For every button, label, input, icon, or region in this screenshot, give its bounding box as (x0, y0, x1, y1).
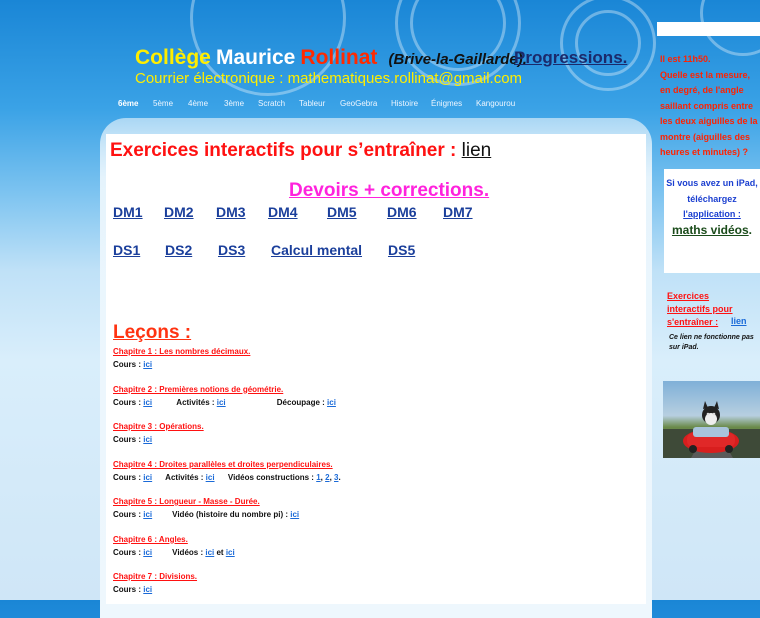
devoirs-link[interactable]: Devoirs + corrections. (289, 180, 490, 201)
resource-link[interactable]: ici (143, 397, 153, 407)
sidebar-exercices-lien-link[interactable]: lien (731, 316, 747, 326)
ds3-link[interactable]: DS3 (218, 242, 246, 258)
exercices-label: Exercices interactifs pour s’entraîner : (110, 140, 457, 161)
dm6-link[interactable]: DM6 (387, 204, 417, 220)
chapter-resources-line (113, 435, 152, 444)
resource-label: , (320, 472, 326, 482)
lecons-heading: Leçons : (113, 322, 192, 343)
chapter-resources-line (113, 585, 152, 594)
resource-label: Cours : (113, 435, 144, 444)
calcul-mental-link[interactable]: Calcul mental (271, 242, 363, 258)
chapter-resources-line (113, 510, 299, 519)
ds2-link[interactable]: DS2 (165, 242, 193, 258)
clock-puzzle-text: Il est 11h50. Quelle est la mesure, en degré, de l'angle saillant compris entre les deux aiguilles de la montre (aiguilles des heures et minutes) ? (660, 54, 758, 157)
cat-car-photo (663, 381, 760, 458)
title-place: (Brive-la-Gaillarde). (388, 51, 527, 68)
ipad-dot: . (748, 222, 753, 237)
nav-item-scratch[interactable]: Scratch (258, 99, 286, 108)
nav-item-3eme[interactable]: 3ème (224, 99, 245, 108)
sidebar-top-box (657, 22, 760, 36)
resource-label: Cours : (113, 510, 144, 519)
ds1-link[interactable]: DS1 (113, 242, 141, 258)
title-part-maurice: Maurice (215, 46, 296, 69)
chapter-resources-line (113, 473, 341, 482)
resource-label: Découpage : (225, 397, 328, 407)
dm7-link[interactable]: DM7 (443, 204, 473, 220)
nav-item-kangourou[interactable]: Kangourou (476, 99, 516, 108)
resource-label: . (338, 472, 341, 482)
exercices-heading (110, 140, 491, 162)
nav-item-geogebra[interactable]: GeoGebra (340, 99, 378, 108)
nav-item-6eme[interactable]: 6ème (118, 99, 139, 108)
email-line[interactable]: Courrier électronique : mathematiques.rollinat@gmail.com (135, 70, 523, 87)
nav-item-5eme[interactable]: 5ème (153, 99, 174, 108)
resource-label: Cours : (113, 472, 144, 482)
nav-item-histoire[interactable]: Histoire (391, 99, 419, 108)
resource-link[interactable]: ici (290, 510, 300, 519)
sidebar-ipad-note: Ce lien ne fonctionne pas sur iPad. (669, 334, 754, 351)
cat-car-illustration (663, 381, 760, 458)
chapter-title[interactable]: Chapitre 4 : Droites parallèles et droites perpendiculaires. (113, 459, 333, 469)
chapter-resources-line (113, 398, 336, 407)
resource-label: Vidéos constructions : (214, 472, 317, 482)
chapter-title[interactable]: Chapitre 3 : Opérations. (113, 422, 204, 431)
resource-link[interactable]: ici (143, 360, 153, 369)
nav-item-tableur[interactable]: Tableur (299, 99, 326, 108)
resource-link[interactable]: ici (205, 472, 215, 482)
resource-link[interactable]: ici (143, 585, 153, 594)
maths-videos-link[interactable]: maths vidéos (671, 222, 749, 237)
ipad-line-2: téléchargez (687, 193, 737, 204)
chapter-title[interactable]: Chapitre 2 : Premières notions de géométrie. (113, 384, 284, 394)
site-title (135, 46, 527, 70)
resource-link[interactable]: ici (143, 472, 153, 482)
nav-item-4eme[interactable]: 4ème (188, 99, 209, 108)
chapter-title[interactable]: Chapitre 1 : Les nombres décimaux. (113, 347, 251, 356)
resource-label: Cours : (113, 397, 144, 407)
resource-link[interactable]: 2 (325, 472, 330, 482)
resource-label: Vidéos : (152, 547, 206, 557)
dm1-link[interactable]: DM1 (113, 204, 143, 220)
resource-link[interactable]: ici (327, 397, 336, 407)
resource-link[interactable]: ici (216, 397, 226, 407)
resource-link[interactable]: 1 (316, 472, 321, 482)
dm3-link[interactable]: DM3 (216, 204, 246, 220)
dm2-link[interactable]: DM2 (164, 204, 194, 220)
ipad-line-3: l'application : (683, 209, 741, 219)
chapter-resources-line (113, 360, 152, 369)
ds5-link[interactable]: DS5 (388, 242, 416, 258)
resource-label: et (214, 547, 226, 557)
dm4-link[interactable]: DM4 (268, 204, 298, 220)
exercices-lien-link[interactable]: lien (461, 140, 492, 161)
title-part-rollinat: Rollinat (300, 46, 378, 69)
resource-link[interactable]: 3 (334, 472, 339, 482)
resource-label: , (329, 472, 335, 482)
resource-label: Cours : (113, 360, 144, 369)
sidebar-exercices-text: Exercices interactifs pour s'entraîner : (667, 291, 733, 327)
resource-label: Cours : (113, 585, 144, 594)
chapter-title[interactable]: Chapitre 6 : Angles. (113, 534, 188, 544)
ipad-promo (664, 176, 760, 239)
resource-label: Activités : (152, 397, 217, 407)
progressions-link[interactable]: Progressions. (514, 48, 628, 67)
chapter-title[interactable]: Chapitre 5 : Longueur - Masse - Durée. (113, 497, 260, 506)
resource-link[interactable]: ici (205, 547, 215, 557)
resource-link[interactable]: ici (143, 547, 153, 557)
resource-label: Cours : (113, 547, 144, 557)
chapter-resources-line (113, 548, 235, 557)
resource-label: Vidéo (histoire du nombre pi) : (152, 510, 291, 519)
resource-link[interactable]: ici (143, 510, 153, 519)
ipad-line-1: Si vous avez un iPad, (666, 178, 758, 188)
chapter-title[interactable]: Chapitre 7 : Divisions. (113, 572, 198, 581)
resource-link[interactable]: ici (143, 435, 153, 444)
title-part-college: Collège (135, 46, 211, 69)
resource-link[interactable]: ici (225, 547, 235, 557)
dm5-link[interactable]: DM5 (327, 204, 357, 220)
nav-item-enigmes[interactable]: Énigmes (431, 99, 463, 108)
resource-label: Activités : (152, 472, 206, 482)
